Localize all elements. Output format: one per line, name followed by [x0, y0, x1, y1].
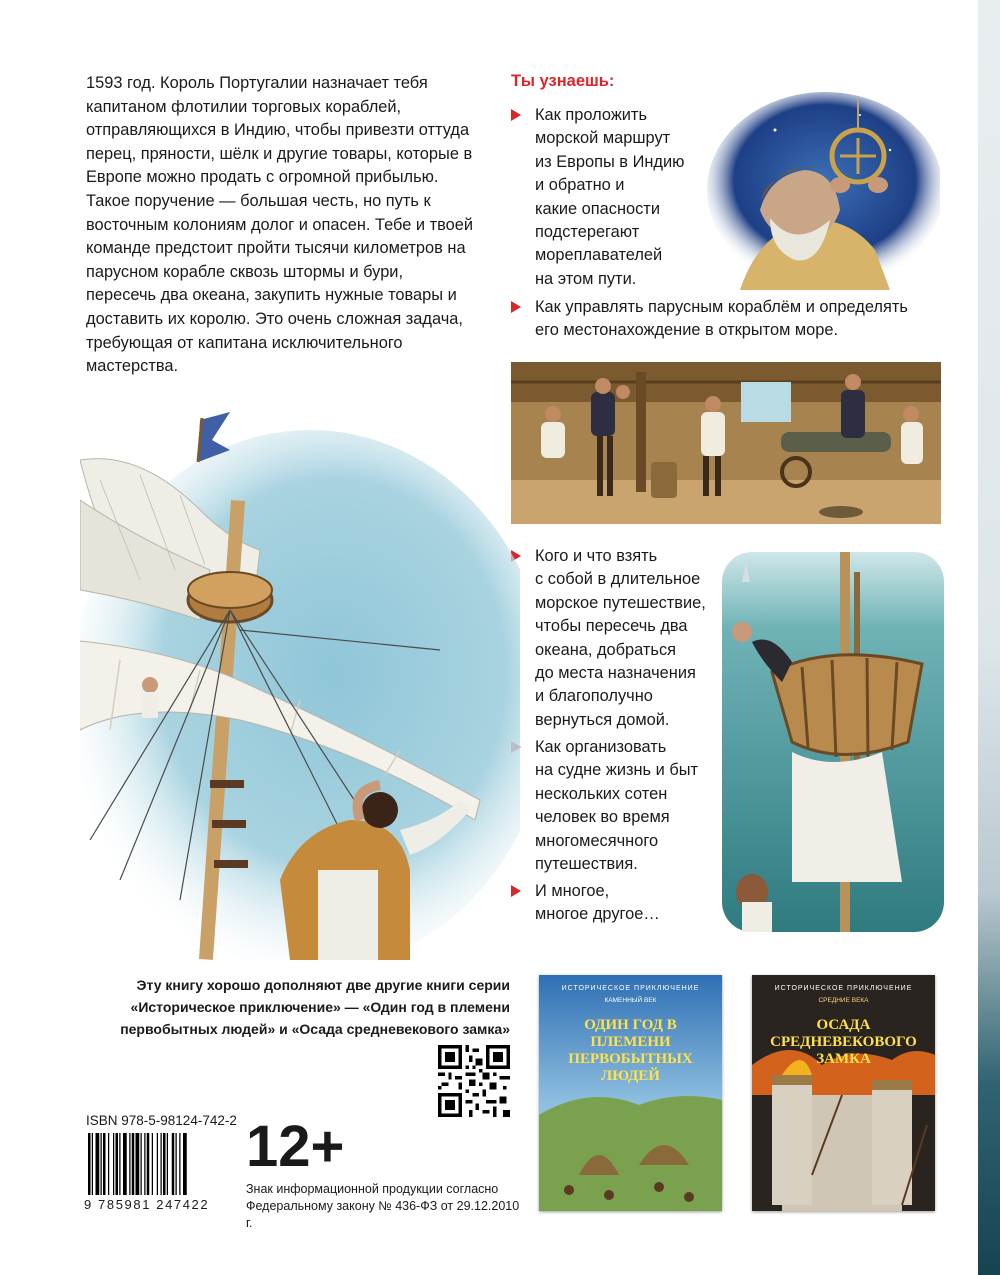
barcode-digits: 9 785981 247422	[84, 1197, 210, 1212]
barcode-bar	[179, 1133, 180, 1195]
learn-item-crew: Кого и что взять с собой в длительное морское путешествие, чтобы пересечь два океана, добраться до места назначения и благополучно вернуться домой.	[535, 545, 735, 732]
barcode-bar	[152, 1133, 153, 1195]
barcode-bar	[147, 1133, 150, 1195]
barcode-bar	[183, 1133, 187, 1195]
navigator-astrolabe-illustration	[700, 90, 940, 290]
bullet-arrow-icon	[511, 109, 521, 121]
barcode-bar	[132, 1133, 135, 1195]
barcode-bar	[141, 1133, 142, 1195]
learn-item-sailing: Как управлять парусным кораблём и определять его местонахождение в открытом море.	[535, 296, 935, 343]
barcode-bar	[161, 1133, 162, 1195]
barcode-bar	[157, 1133, 158, 1195]
ship-deck-illustration	[511, 362, 941, 524]
learn-item-life: Как организовать на судне жизнь и быт нескольких сотен человек во время многомесячного путешествия.	[535, 736, 735, 876]
qr-code[interactable]	[438, 1045, 510, 1117]
main-mast-illustration	[80, 400, 520, 960]
intro-paragraph: 1593 год. Король Португалии назначает тебя капитаном флотилии торговых кораблей, отправляющихся в Индию, чтобы привезти оттуда перец, пряности, шёлк и другие товары, которые в Европе можно продать с огромной прибылью. Такое поручение — большая честь, но путь к восточным колониям долог и опасен. Тебе и твоей команде предстоит пройти тысячи километров на парусном корабле сквозь штормы и бури, пересечь два океана, закупить нужные товары и доставить их королю. Это очень сложная задача, требующая от капитана исключительного мастерства.	[86, 74, 474, 376]
barcode	[86, 1133, 226, 1195]
book1-era: КАМЕННЫЙ ВЕК	[604, 997, 657, 1004]
barcode-bar	[119, 1133, 120, 1195]
book1-title: ОДИН ГОД В ПЛЕМЕНИ ПЕРВОБЫТНЫХ ЛЮДЕЙ	[568, 1017, 693, 1084]
barcode-bar	[108, 1133, 109, 1195]
barcode-bar	[113, 1133, 114, 1195]
book-cover-castle-siege	[752, 975, 935, 1211]
bullet-arrow-icon	[511, 301, 521, 313]
related-books-text: Эту книгу хорошо дополняют две другие книги серии «Историческое приключение» — «Один год в племени первобытных людей» и «Осада средневекового замка»	[120, 977, 510, 1037]
barcode-bar	[123, 1133, 127, 1195]
barcode-bar	[167, 1133, 168, 1195]
barcode-bar	[136, 1133, 140, 1195]
barcode-bar	[172, 1133, 175, 1195]
book1-series: ИСТОРИЧЕСКОЕ ПРИКЛЮЧЕНИЕ	[561, 985, 700, 992]
barcode-bar	[163, 1133, 166, 1195]
barcode-bar	[144, 1133, 145, 1195]
age-rating-law-note: Знак информационной продукции согласно Федеральному закону № 436-ФЗ от 29.12.2010 г.	[246, 1182, 520, 1230]
barcode-bar	[103, 1133, 106, 1195]
book2-title: ОСАДА СРЕДНЕВЕКОВОГО ЗАМКА	[770, 1017, 917, 1067]
crows-nest-illustration	[712, 552, 944, 932]
isbn-label: ISBN 978-5-98124-742-2	[86, 1113, 237, 1128]
barcode-bar	[129, 1133, 130, 1195]
barcode-bar	[176, 1133, 177, 1195]
book-cover-stone-age	[539, 975, 722, 1211]
barcode-bar	[92, 1133, 93, 1195]
page-edge-sea-strip	[978, 0, 1000, 1275]
barcode-bar	[101, 1133, 102, 1195]
book2-series: ИСТОРИЧЕСКОЕ ПРИКЛЮЧЕНИЕ	[774, 985, 913, 992]
learn-heading: Ты узнаешь:	[511, 72, 615, 90]
barcode-bar	[96, 1133, 100, 1195]
book2-era: СРЕДНИЕ ВЕКА	[818, 997, 869, 1004]
barcode-bar	[116, 1133, 119, 1195]
learn-item-route: Как проложить морской маршрут из Европы в Индию и обратно и какие опасности подстерегают мореплавателей на этом пути.	[535, 104, 725, 291]
learn-item-more: И многое, многое другое…	[535, 880, 735, 927]
age-rating: 12+	[246, 1114, 345, 1179]
barcode-bar	[88, 1133, 91, 1195]
